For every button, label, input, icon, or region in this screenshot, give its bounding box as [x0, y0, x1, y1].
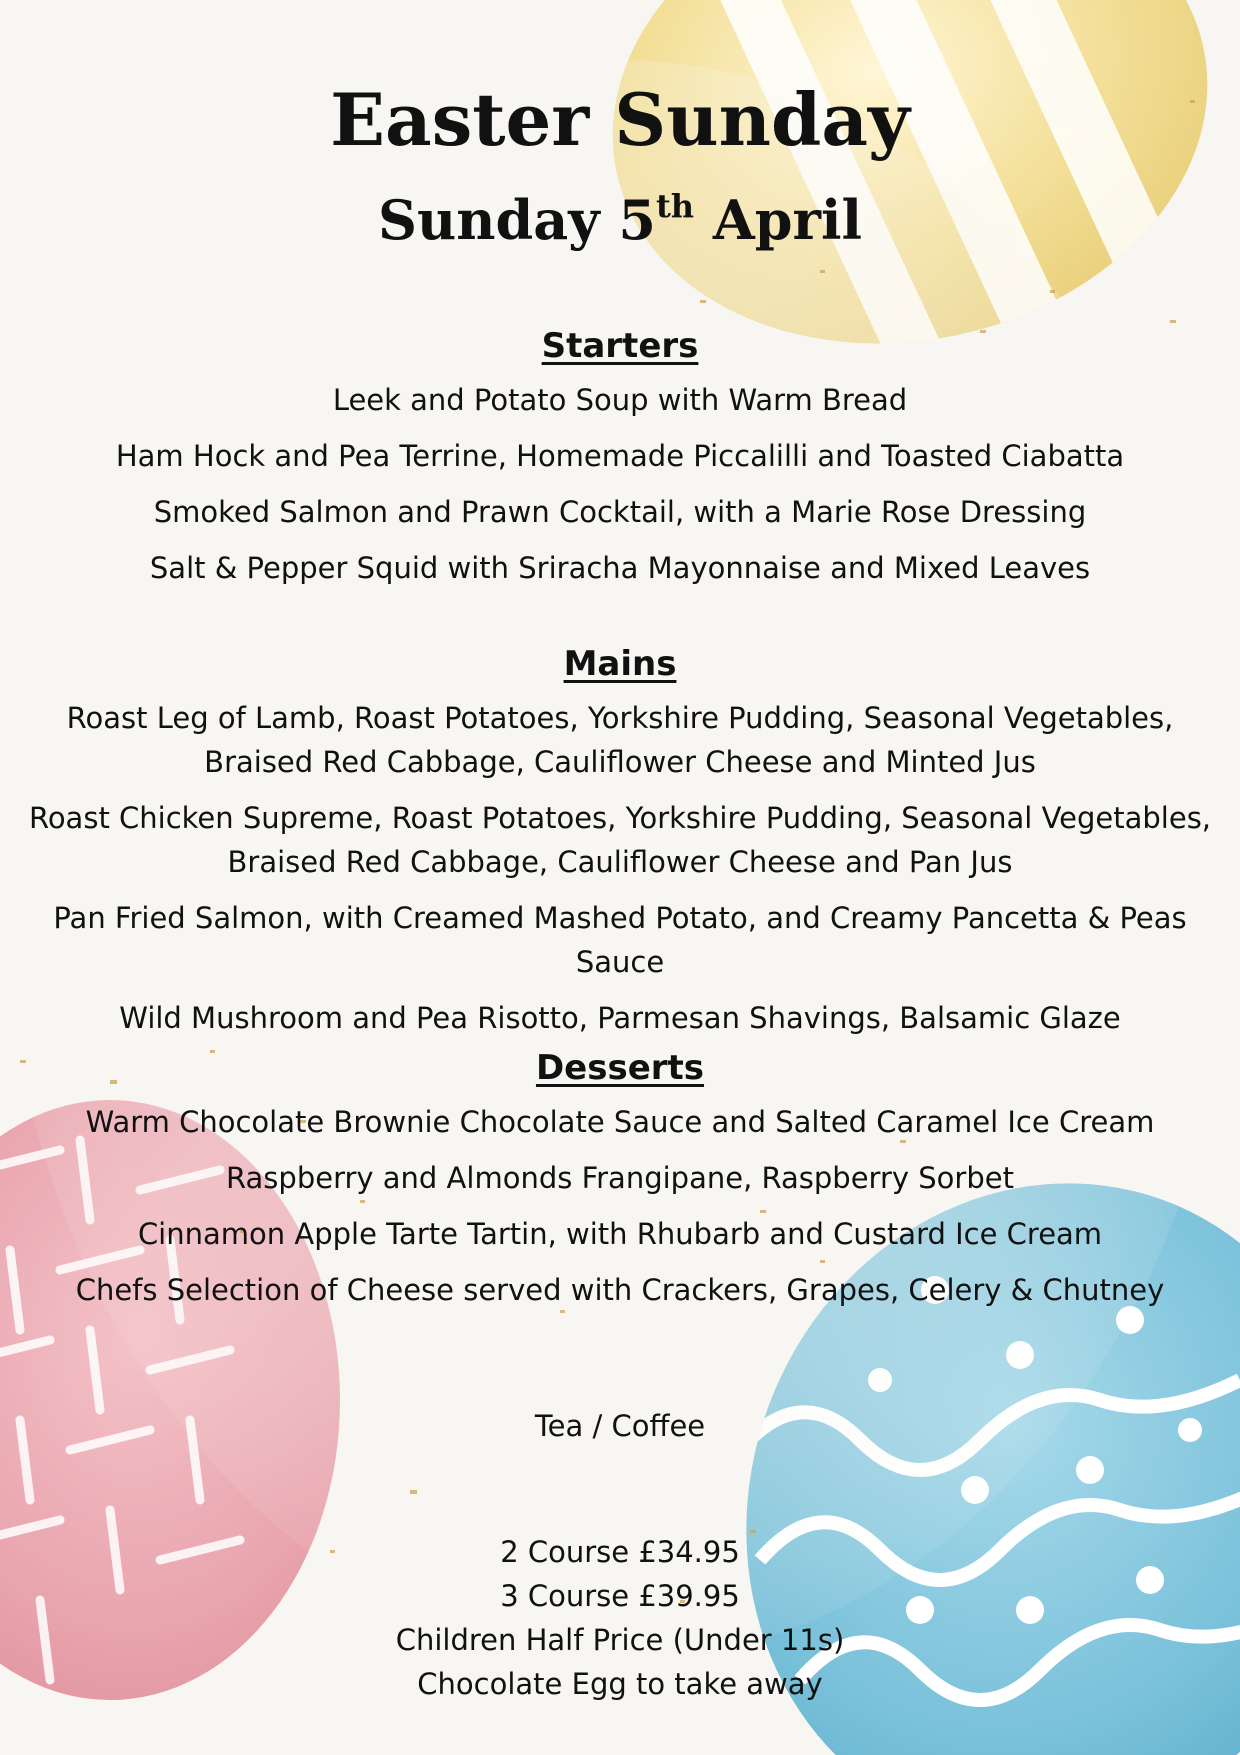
date-month: April — [712, 188, 862, 252]
starters-heading: Starters — [541, 326, 699, 366]
desserts-section — [0, 1044, 1240, 1324]
list-item: Chefs Selection of Cheese served with Crackers, Grapes, Celery & Chutney — [75, 1273, 1165, 1307]
list-item: Roast Chicken Supreme, Roast Potatoes, Yorkshire Pudding, Seasonal Vegetables, Braised Red Cabbage, Cauliflower Cheese and Pan Jus — [28, 801, 1212, 879]
event-date — [0, 188, 1240, 252]
date-day: Sunday 5 — [377, 188, 656, 252]
starters-section — [0, 322, 1240, 602]
list-item: Leek and Potato Soup with Warm Bread — [332, 383, 908, 417]
list-item: Smoked Salmon and Prawn Cocktail, with a Marie Rose Dressing — [153, 495, 1087, 529]
list-item: Salt & Pepper Squid with Sriracha Mayonnaise and Mixed Leaves — [149, 551, 1091, 585]
list-item: Ham Hock and Pea Terrine, Homemade Piccalilli and Toasted Ciabatta — [115, 439, 1125, 473]
price-three-course: 3 Course £39.95 — [500, 1579, 740, 1613]
chocolate-egg-note: Chocolate Egg to take away — [417, 1667, 823, 1701]
mains-heading: Mains — [563, 644, 677, 684]
desserts-list — [0, 1100, 1240, 1312]
mains-list — [0, 696, 1240, 1040]
date-ordinal: th — [656, 187, 695, 225]
list-item: Wild Mushroom and Pea Risotto, Parmesan Shavings, Balsamic Glaze — [119, 1001, 1121, 1035]
list-item: Raspberry and Almonds Frangipane, Raspberry Sorbet — [226, 1161, 1014, 1195]
page-title: Easter Sunday — [330, 77, 910, 162]
list-item: Warm Chocolate Brownie Chocolate Sauce and Salted Caramel Ice Cream — [85, 1105, 1155, 1139]
list-item: Pan Fried Salmon, with Creamed Mashed Potato, and Creamy Pancetta & Peas Sauce — [53, 901, 1187, 979]
desserts-heading: Desserts — [535, 1048, 705, 1088]
price-two-course: 2 Course £34.95 — [500, 1535, 740, 1569]
mains-section — [0, 640, 1240, 1052]
list-item: Roast Leg of Lamb, Roast Potatoes, Yorkshire Pudding, Seasonal Vegetables, Braised Red Cabbage, Cauliflower Cheese and Minted Jus — [66, 701, 1174, 779]
pricing-block — [0, 1530, 1240, 1706]
list-item: Cinnamon Apple Tarte Tartin, with Rhubarb and Custard Ice Cream — [137, 1217, 1103, 1251]
starters-list — [0, 378, 1240, 590]
children-price: Children Half Price (Under 11s) — [395, 1623, 845, 1657]
drinks-line: Tea / Coffee — [534, 1409, 706, 1443]
